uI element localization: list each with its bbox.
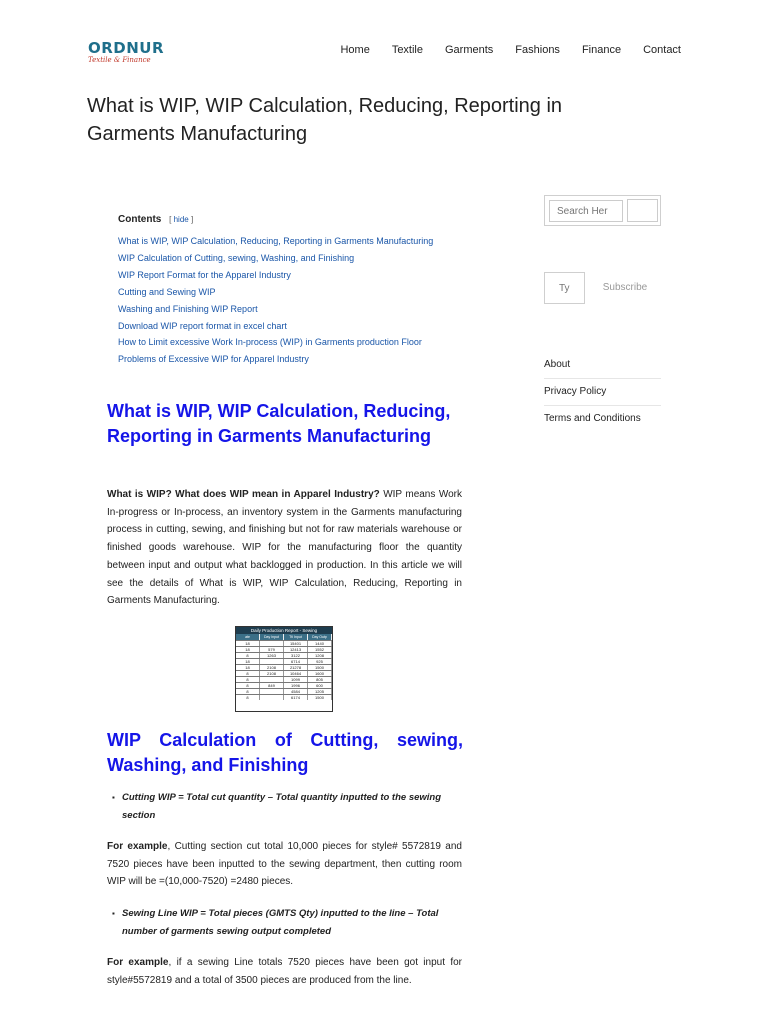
page-title: What is WIP, WIP Calculation, Reducing, Reporting in Garments Manufacturing bbox=[87, 95, 563, 145]
toc-item[interactable]: What is WIP, WIP Calculation, Reducing, Reporting in Garments Manufacturing bbox=[118, 236, 434, 246]
report-header-cell: Day Input bbox=[260, 634, 284, 640]
sewing-example-lead: For example bbox=[107, 957, 169, 968]
report-cell: 12413 bbox=[284, 647, 308, 652]
search-widget bbox=[544, 195, 661, 226]
toc-heading: Contents bbox=[118, 214, 162, 225]
nav-textile[interactable]: Textile bbox=[391, 44, 423, 56]
toc-hide-link[interactable]: hide bbox=[173, 215, 189, 224]
intro-text: WIP means Work In-progress or In-process, an inventory system in the Garments manufacturing process in cutting, sewing, and finishing but not for raw materials warehouse or finished goods warehouse. WIP for the manufacturing floor the quantity between input and output what backlogged in production. In this article we will see the details of What is WIP, WIP Calculation, Reducing, Reporting in Garments Manufacturing. bbox=[107, 489, 462, 607]
sidebar-link-privacy[interactable]: Privacy Policy bbox=[544, 379, 661, 406]
toc-item[interactable]: Cutting and Sewing WIP bbox=[118, 286, 216, 297]
sewing-example-text: , if a sewing Line totals 7520 pieces have been got input for style#5572819 and a total of 3500 pieces are produced from the line. bbox=[107, 957, 462, 986]
report-cell: 925 bbox=[308, 659, 332, 664]
toc-hide-toggle bbox=[169, 215, 193, 224]
toc-item[interactable]: WIP Calculation of Cutting, sewing, Washing, and Finishing bbox=[118, 252, 355, 263]
report-body bbox=[236, 640, 332, 700]
toc-item[interactable]: Problems of Excessive WIP for Apparel Industry bbox=[118, 354, 309, 365]
nav-garments[interactable]: Garments bbox=[445, 44, 494, 56]
report-cell: 849 bbox=[260, 683, 284, 688]
nav-finance[interactable]: Finance bbox=[581, 44, 622, 56]
nav-home[interactable]: Home bbox=[340, 44, 370, 56]
toc-item[interactable]: Download WIP report format in excel chart bbox=[118, 320, 287, 331]
toc-item[interactable]: How to Limit excessive Work In-process (WIP) in Garments production Floor bbox=[118, 337, 422, 348]
report-cell: 1208 bbox=[308, 653, 332, 658]
report-cell: 1099 bbox=[284, 677, 308, 682]
logo-tagline: Textile & Finance bbox=[88, 56, 151, 64]
sewing-example-paragraph bbox=[107, 954, 462, 989]
cutting-example-paragraph bbox=[107, 838, 462, 891]
report-cell: 6714 bbox=[284, 659, 308, 664]
report-cell bbox=[260, 695, 284, 700]
main-nav bbox=[318, 44, 681, 56]
report-cell: 1600 bbox=[308, 671, 332, 676]
report-cell: 8 bbox=[236, 689, 260, 694]
report-row bbox=[236, 676, 332, 682]
sidebar-link-about[interactable]: About bbox=[544, 352, 661, 379]
report-cell: 8 bbox=[236, 671, 260, 676]
report-cell: 1205 bbox=[308, 689, 332, 694]
report-cell: 579 bbox=[260, 647, 284, 652]
search-button[interactable] bbox=[627, 199, 658, 222]
report-cell: 18 bbox=[236, 641, 260, 646]
report-cell: 18 bbox=[236, 665, 260, 670]
report-row bbox=[236, 694, 332, 700]
report-cell: 21278 bbox=[284, 665, 308, 670]
report-cell: 2108 bbox=[260, 671, 284, 676]
report-row bbox=[236, 664, 332, 670]
cutting-example-text: , Cutting section cut total 10,000 pieces for style# 5572819 and 7520 pieces have been inputted to the sewing department, then cutting room WIP will be =(10,000-7520) =2480 pieces. bbox=[107, 841, 462, 888]
report-cell: 1263 bbox=[260, 653, 284, 658]
sewing-wip-formula: ▪ Sewing Line WIP = Total pieces (GMTS Qty) inputted to the line – Total number of garments sewing output completed bbox=[122, 905, 462, 941]
report-cell: 18 bbox=[236, 647, 260, 652]
report-row bbox=[236, 688, 332, 694]
toc-hide-open: [ bbox=[169, 215, 172, 224]
report-cell: 1500 bbox=[308, 665, 332, 670]
toc-item[interactable]: Washing and Finishing WIP Report bbox=[118, 303, 258, 314]
report-cell: 10464 bbox=[284, 671, 308, 676]
section-heading-wip-calculation: WIP Calculation of Cutting, sewing, Washing, and Finishing bbox=[107, 730, 463, 775]
sidebar-links bbox=[544, 352, 661, 433]
report-header-cell: ate bbox=[236, 634, 260, 640]
report-title: Daily Production Report - Sewing bbox=[236, 627, 332, 634]
report-cell: 600 bbox=[308, 683, 332, 688]
cutting-wip-formula: ▪ Cutting WIP = Total cut quantity – Total quantity inputted to the sewing section bbox=[122, 789, 462, 825]
report-cell: 4584 bbox=[284, 689, 308, 694]
report-cell: 1996 bbox=[284, 683, 308, 688]
report-cell: 8 bbox=[236, 653, 260, 658]
toc-list bbox=[118, 233, 478, 368]
report-row bbox=[236, 646, 332, 652]
report-cell bbox=[260, 659, 284, 664]
nav-contact[interactable]: Contact bbox=[643, 44, 681, 56]
section-heading-what-is-wip: What is WIP, WIP Calculation, Reducing, Reporting in Garments Manufacturing bbox=[107, 401, 451, 446]
logo-main-text: ORDNUR bbox=[88, 39, 165, 57]
report-cell: 1500 bbox=[308, 695, 332, 700]
search-input[interactable] bbox=[549, 200, 623, 222]
toc-hide-close: ] bbox=[190, 215, 194, 224]
report-cell bbox=[260, 641, 284, 646]
report-cell: 18 bbox=[236, 659, 260, 664]
report-cell bbox=[260, 689, 284, 694]
report-cell: 8 bbox=[236, 683, 260, 688]
report-cell: 3122 bbox=[284, 653, 308, 658]
report-cell: 8 bbox=[236, 677, 260, 682]
table-of-contents bbox=[118, 214, 478, 368]
subscribe-email-input[interactable] bbox=[544, 272, 585, 304]
report-header-cell: Ttl Input bbox=[284, 634, 308, 640]
report-cell: 1552 bbox=[308, 647, 332, 652]
report-cell: 15401 bbox=[284, 641, 308, 646]
report-cell bbox=[260, 677, 284, 682]
cutting-example-lead: For example bbox=[107, 841, 168, 852]
subscribe-button[interactable]: Subscribe bbox=[594, 272, 656, 304]
report-row bbox=[236, 652, 332, 658]
toc-heading-row bbox=[118, 214, 478, 225]
sidebar-link-terms[interactable]: Terms and Conditions bbox=[544, 413, 641, 424]
report-row bbox=[236, 658, 332, 664]
report-header-row bbox=[236, 634, 332, 640]
report-cell: 8 bbox=[236, 695, 260, 700]
report-header-cell: Day Outp bbox=[308, 634, 332, 640]
toc-item[interactable]: WIP Report Format for the Apparel Industry bbox=[118, 269, 291, 280]
report-cell: 6174 bbox=[284, 695, 308, 700]
production-report-image bbox=[235, 626, 333, 712]
site-logo[interactable] bbox=[88, 40, 168, 68]
report-cell: 1440 bbox=[308, 641, 332, 646]
report-cell: 2108 bbox=[260, 665, 284, 670]
report-row bbox=[236, 682, 332, 688]
report-row bbox=[236, 640, 332, 646]
nav-fashions[interactable]: Fashions bbox=[515, 44, 560, 56]
intro-lead: What is WIP? What does WIP mean in Apparel Industry? bbox=[107, 489, 380, 500]
report-cell: 805 bbox=[308, 677, 332, 682]
report-row bbox=[236, 670, 332, 676]
intro-paragraph bbox=[107, 486, 462, 610]
